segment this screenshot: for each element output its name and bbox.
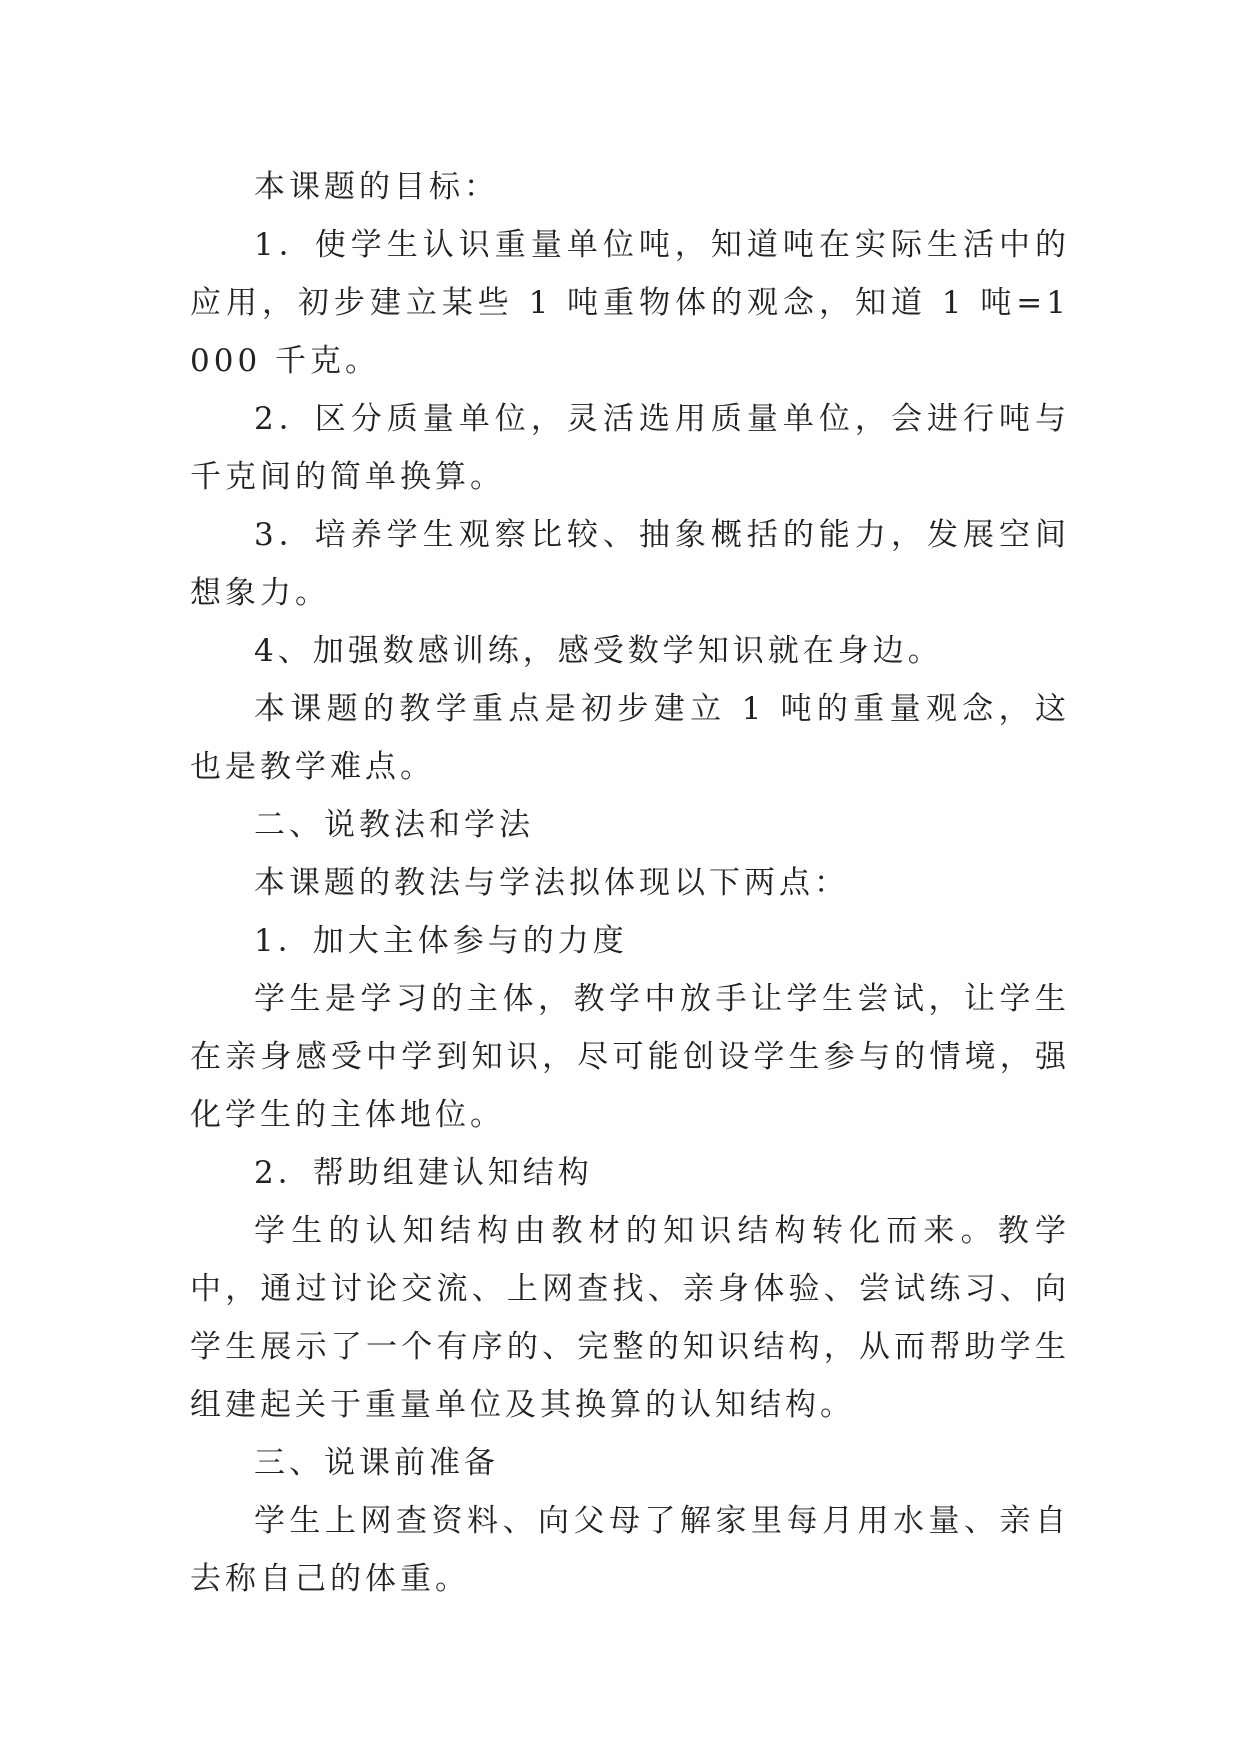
method-item-1-body: 学生是学习的主体，教学中放手让学生尝试，让学生在亲身感受中学到知识，尽可能创设学生参与的情境，强化学生的主体地位。 (190, 981, 1070, 1133)
goal-item-3: 3．培养学生观察比较、抽象概括的能力，发展空间想象力。 (190, 517, 1070, 611)
preparation-body: 学生上网查资料、向父母了解家里每月用水量、亲自去称自己的体重。 (190, 1503, 1070, 1597)
key-point-paragraph: 本课题的教学重点是初步建立 1 吨的重量观念，这也是教学难点。 (190, 691, 1070, 785)
goal-item-4: 4、加强数感训练，感受数学知识就在身边。 (254, 633, 943, 669)
section-heading-2: 二、说教法和学法 (254, 807, 534, 843)
section-heading-3: 三、说课前准备 (254, 1445, 499, 1481)
method-item-1-heading: 1．加大主体参与的力度 (254, 923, 628, 959)
method-item-2-heading: 2．帮助组建认知结构 (254, 1155, 593, 1191)
goal-item-1: 1．使学生认识重量单位吨，知道吨在实际生活中的应用，初步建立某些 1 吨重物体的观念，知道 1 吨=1000 千克。 (190, 227, 1070, 379)
method-intro: 本课题的教法与学法拟体现以下两点： (254, 865, 849, 901)
document-page (190, 158, 1070, 1608)
goal-item-2: 2．区分质量单位，灵活选用质量单位，会进行吨与千克间的简单换算。 (190, 401, 1070, 495)
goal-heading: 本课题的目标： (254, 169, 499, 205)
method-item-2-body: 学生的认知结构由教材的知识结构转化而来。教学中，通过讨论交流、上网查找、亲身体验、尝试练习、向学生展示了一个有序的、完整的知识结构，从而帮助学生组建起关于重量单位及其换算的认知结构。 (190, 1213, 1070, 1423)
